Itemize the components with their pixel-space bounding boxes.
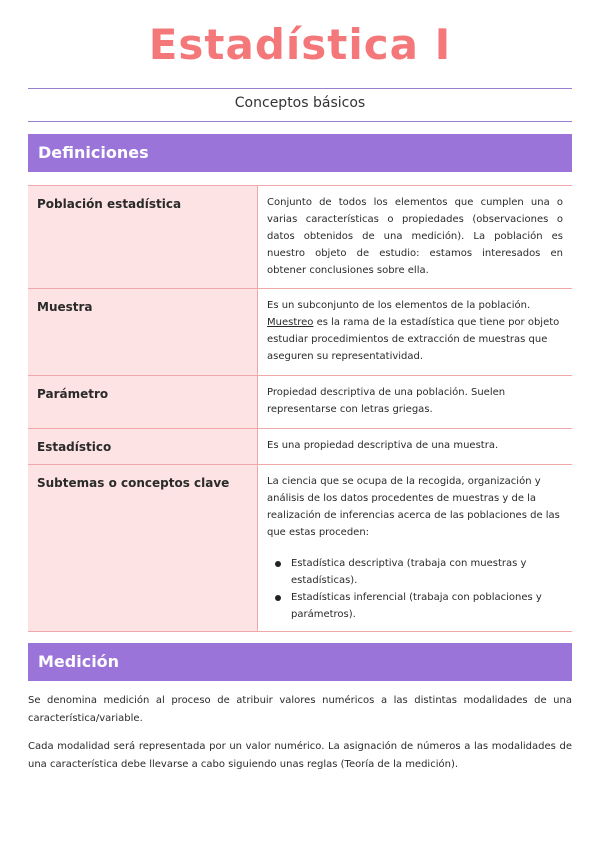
muestreo-term: Muestreo <box>267 317 314 328</box>
list-item: Estadística descriptiva (trabaja con muestras y estadísticas). <box>291 555 563 589</box>
definition-text: es la rama de la estadística que tiene por objeto estudiar procedimientos de extracción de muestras que aseguren su representatividad. <box>267 317 560 362</box>
definition-cell: Conjunto de todos los elementos que cumplen una o varias características o propiedades (observaciones o datos obtenidos de una medición). La población es nuestro objeto de estudio: estamos interesados en obtener conclusiones sobre ella. <box>258 186 573 289</box>
table-row <box>28 186 572 289</box>
term-cell: Parámetro <box>28 376 258 429</box>
table-row <box>28 429 572 465</box>
definition-cell: Propiedad descriptiva de una población. Suelen representarse con letras griegas. <box>258 376 573 429</box>
divider-bottom <box>28 121 572 122</box>
medicion-paragraph-2: Cada modalidad será representada por un valor numérico. La asignación de números a las modalidades de una característica debe llevarse a cabo siguiendo unas reglas (Teoría de la medición). <box>28 741 572 770</box>
section-heading-definiciones: Definiciones <box>28 134 572 172</box>
medicion-paragraph-1: Se denomina medición al proceso de atribuir valores numéricos a las distintas modalidades de una característica/variable. <box>28 695 572 724</box>
section-heading-medicion: Medición <box>28 643 572 681</box>
term-cell: Subtemas o conceptos clave <box>28 465 258 632</box>
definitions-table <box>28 185 572 632</box>
subtitle: Conceptos básicos <box>234 95 366 111</box>
term-cell: Estadístico <box>28 429 258 465</box>
list-item: Estadísticas inferencial (trabaja con poblaciones y parámetros). <box>291 589 563 623</box>
term-cell: Población estadística <box>28 186 258 289</box>
table-row <box>28 376 572 429</box>
definition-text: La ciencia que se ocupa de la recogida, organización y análisis de los datos procedentes de muestras y de la realización de inferencias acerca de las poblaciones de las que estas proceden: <box>267 476 560 538</box>
definition-cell <box>258 465 573 632</box>
table-row <box>28 289 572 376</box>
page-title: Estadística I <box>148 20 452 69</box>
subtopics-list <box>267 555 563 623</box>
definition-text: Es un subconjunto de los elementos de la población. <box>267 300 531 311</box>
divider-top <box>28 88 572 89</box>
table-row <box>28 465 572 632</box>
definition-cell <box>258 289 573 376</box>
definition-cell: Es una propiedad descriptiva de una muestra. <box>258 429 573 465</box>
term-cell: Muestra <box>28 289 258 376</box>
